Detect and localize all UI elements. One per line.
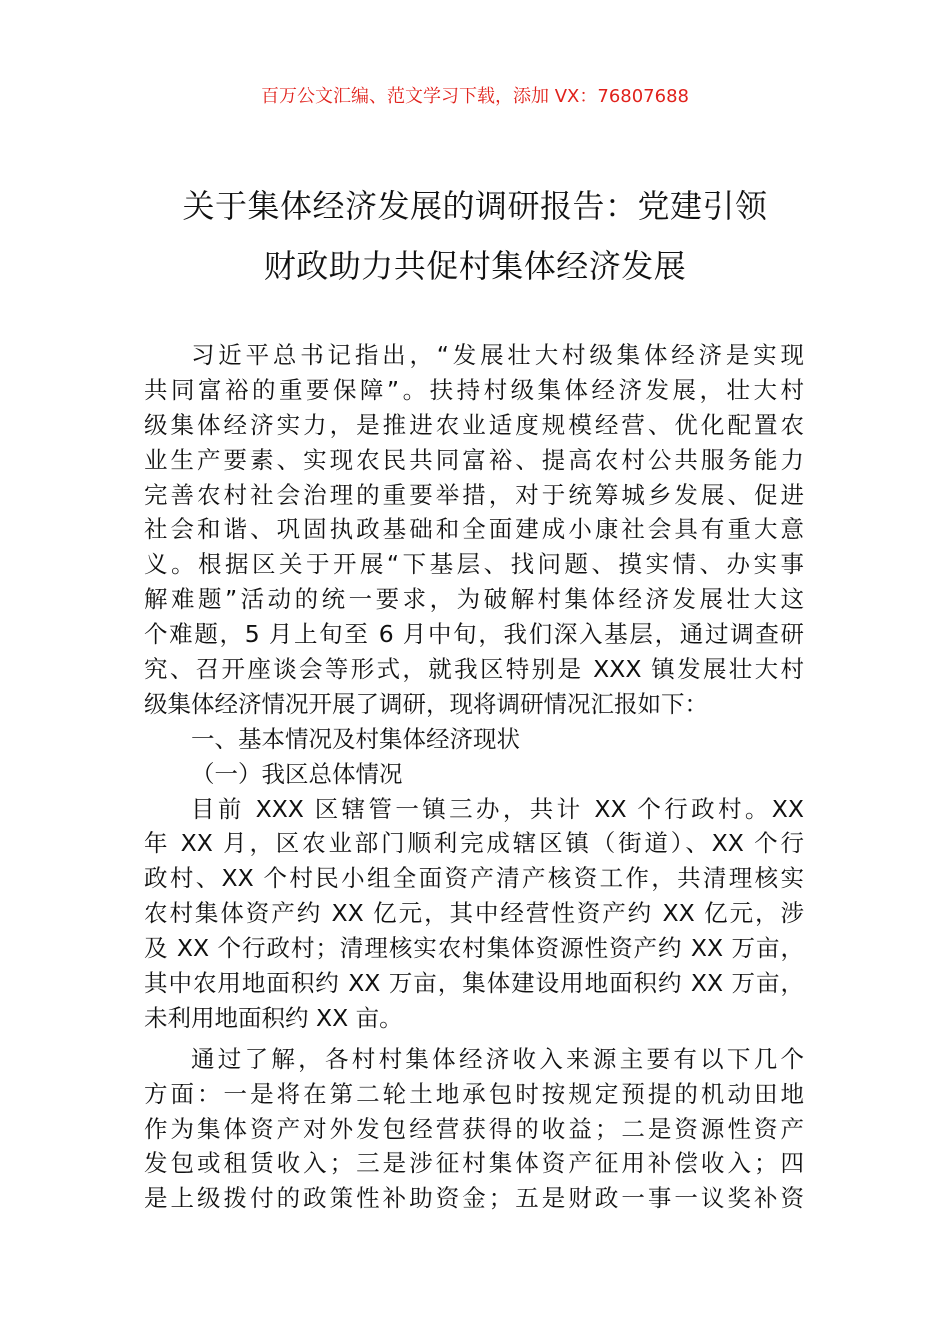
paragraph-line: 级集体经济实力，是推进农业适度规模经营、优化配置农 xyxy=(144,410,804,439)
paragraph-income-sources xyxy=(144,1042,804,1216)
paragraph-line: 共同富裕的重要保障”。扶持村级集体经济发展，壮大村 xyxy=(144,375,804,404)
paragraph-line: 业生产要素、实现农民共同富裕、提高农村公共服务能力 xyxy=(144,445,804,474)
paragraph-line: 目前 XXX 区辖管一镇三办，共计 XX 个行政村。XX xyxy=(191,794,804,823)
paragraph-line: 发包或租赁收入；三是涉征村集体资产征用补偿收入；四 xyxy=(144,1149,804,1178)
paragraph-line: 是上级拨付的政策性补助资金；五是财政一事一议奖补资 xyxy=(144,1184,804,1213)
paragraph-line: 政村、XX 个村民小组全面资产清产核资工作，共清理核实 xyxy=(144,864,804,893)
paragraph-line: 习近平总书记指出，“发展壮大村级集体经济是实现 xyxy=(191,341,804,369)
paragraph-line: 及 XX 个行政村；清理核实农村集体资源性资产约 XX 万亩， xyxy=(144,934,804,963)
paragraph-line: 通过了解，各村村集体经济收入来源主要有以下几个 xyxy=(191,1044,804,1073)
paragraph-line: 未利用地面积约 XX 亩。 xyxy=(144,1003,403,1032)
paragraph-line: 个难题，5 月上旬至 6 月中旬，我们深入基层，通过调查研 xyxy=(144,620,804,649)
paragraph-line: 方面：一是将在第二轮土地承包时按规定预提的机动田地 xyxy=(144,1079,804,1108)
paragraph-line: 社会和谐、巩固执政基础和全面建成小康社会具有重大意 xyxy=(144,515,804,544)
paragraph-line: 完善农村社会治理的重要举措，对于统筹城乡发展、促进 xyxy=(144,480,804,509)
paragraph-line: 农村集体资产约 XX 亿元，其中经营性资产约 XX 亿元，涉 xyxy=(144,899,804,928)
document-body xyxy=(144,338,804,1216)
header-banner: 百万公文汇编、范文学习下载，添加 VX：76807688 xyxy=(261,86,689,107)
paragraph-line: 作为集体资产对外发包经营获得的收益；二是资源性资产 xyxy=(144,1114,804,1143)
paragraph-line: 解难题”活动的统一要求，为破解村集体经济发展壮大这 xyxy=(144,585,804,614)
title-line-2: 财政助力共促村集体经济发展 xyxy=(263,247,687,285)
paragraph-intro xyxy=(144,338,804,722)
paragraph-line: 级集体经济情况开展了调研，现将调研情况汇报如下： xyxy=(144,689,708,718)
paragraph-overview xyxy=(144,792,804,1036)
paragraph-line: 究、召开座谈会等形式，就我区特别是 XXX 镇发展壮大村 xyxy=(144,655,804,684)
paragraph-line: 其中农用地面积约 XX 万亩，集体建设用地面积约 XX 万亩， xyxy=(144,969,804,998)
title-line-1: 关于集体经济发展的调研报告：党建引领 xyxy=(182,187,768,225)
paragraph-line: 义。根据区关于开展“下基层、找问题、摸实情、办实事 xyxy=(144,550,804,579)
section-heading: 一、基本情况及村集体经济现状 xyxy=(191,724,520,753)
document-title xyxy=(100,176,850,296)
subsection-heading: （一）我区总体情况 xyxy=(191,759,403,788)
paragraph-line: 年 XX 月，区农业部门顺利完成辖区镇（街道）、XX 个行 xyxy=(144,829,804,858)
